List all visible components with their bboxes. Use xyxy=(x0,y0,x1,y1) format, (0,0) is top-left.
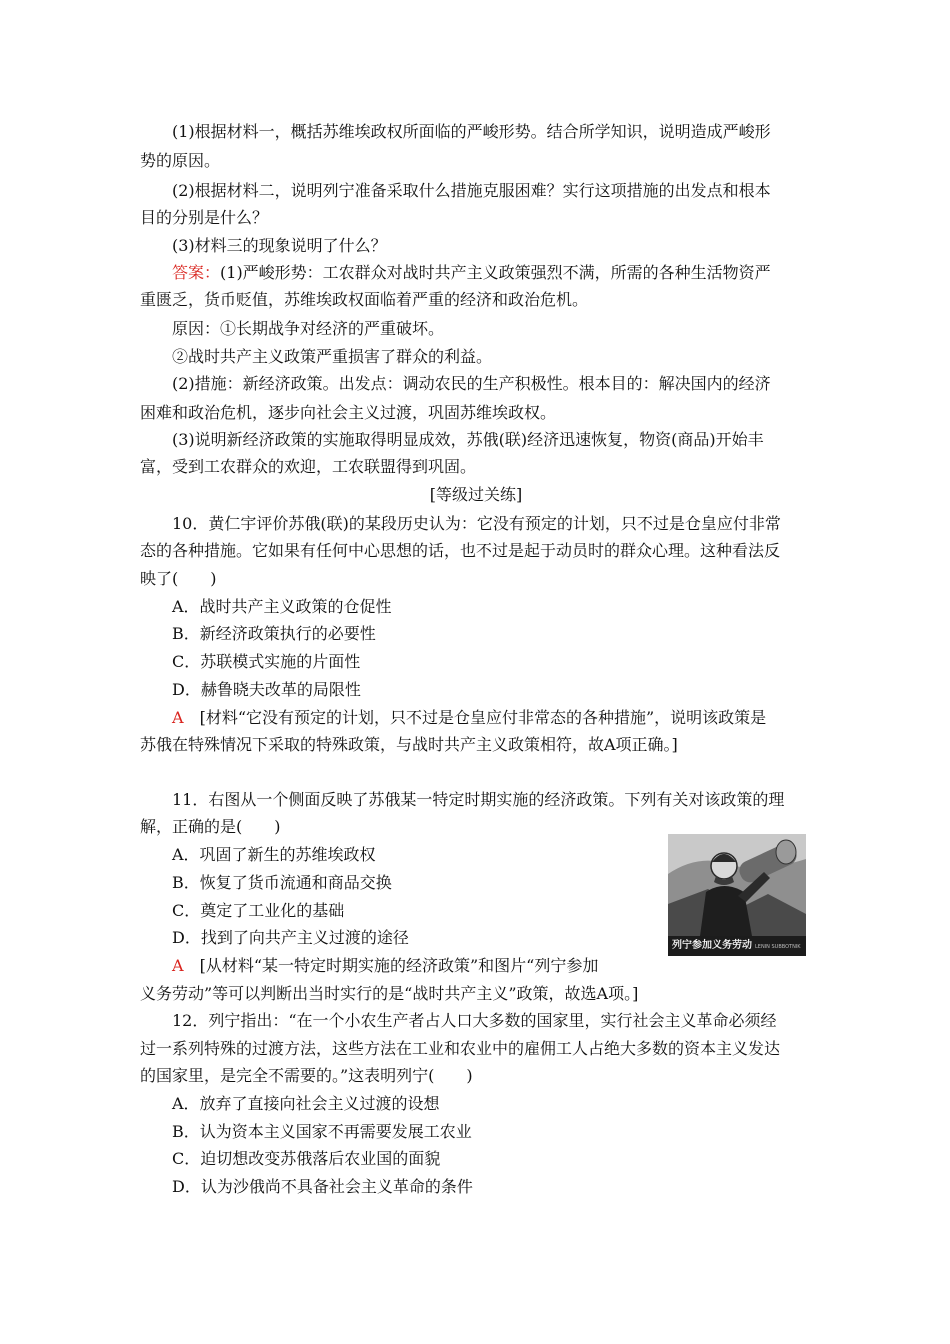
photo-caption-cn: 列宁参加义务劳动 xyxy=(672,940,752,951)
q10-explanation-cont: 苏俄在特殊情况下采取的特殊政策，与战时共产主义政策相符，故A项正确。] xyxy=(140,735,678,754)
photo-caption-en: LENIN SUBBOTNIK xyxy=(755,944,801,950)
question-1-text: (1)根据材料一，概括苏维埃政权所面临的严峻形势。结合所学知识，说明造成严峻形 xyxy=(172,122,771,141)
q12-option-c: C．迫切想改变苏俄落后农业国的面貌 xyxy=(172,1149,441,1168)
q10-explanation-text: [材料“它没有预定的计划，只不过是仓皇应付非常态的各种措施”，说明该政策是 xyxy=(199,708,767,727)
q11-stem-cont: 解，正确的是( ) xyxy=(140,817,281,836)
answer-1-text: (1)严峻形势：工农群众对战时共产主义政策强烈不满，所需的各种生活物资严 xyxy=(220,263,771,282)
answer-reason-2: ②战时共产主义政策严重损害了群众的利益。 xyxy=(172,347,493,366)
q10-answer-letter: A xyxy=(172,708,184,727)
q11-answer-letter: A xyxy=(172,956,184,975)
question-2-text-cont: 目的分别是什么？ xyxy=(140,208,269,227)
q11-explanation-cont: 义务劳动”等可以判断出当时实行的是“战时共产主义”政策，故选A项。] xyxy=(140,984,639,1003)
q11-option-d: D．找到了向共产主义过渡的途径 xyxy=(172,928,409,947)
q11-option-c: C．奠定了工业化的基础 xyxy=(172,901,345,920)
q10-option-b: B．新经济政策执行的必要性 xyxy=(172,624,376,643)
q10-stem-cont: 态的各种措施。它如果有任何中心思想的话，也不过是起于动员时的群众心理。这种看法反 xyxy=(140,541,781,560)
q12-option-b: B．认为资本主义国家不再需要发展工农业 xyxy=(172,1122,472,1141)
q11-option-a: A．巩固了新生的苏维埃政权 xyxy=(172,845,376,864)
answer-1 xyxy=(172,263,812,283)
q10-explanation xyxy=(172,708,812,728)
q11-explanation-text: [从材料“某一特定时期实施的经济政策”和图片“列宁参加 xyxy=(199,956,599,975)
photo-scene-icon xyxy=(668,834,806,936)
photo-caption xyxy=(668,936,806,956)
answer-3-cont: 富，受到工农群众的欢迎，工农联盟得到巩固。 xyxy=(140,457,477,476)
answer-1-cont: 重匮乏，货币贬值，苏维埃政权面临着严重的经济和政治危机。 xyxy=(140,290,589,309)
lenin-labor-photo xyxy=(668,834,806,956)
q12-stem-cont: 过一系列特殊的过渡方法，这些方法在工业和农业中的雇佣工人占绝大多数的资本主义发达 xyxy=(140,1039,781,1058)
question-1-text-cont: 势的原因。 xyxy=(140,151,221,170)
q12-stem: 12．列宁指出：“在一个小农生产者占人口大多数的国家里，实行社会主义革命必须经 xyxy=(172,1011,777,1030)
answer-2: (2)措施：新经济政策。出发点：调动农民的生产积极性。根本目的：解决国内的经济 xyxy=(172,374,771,393)
answer-3: (3)说明新经济政策的实施取得明显成效，苏俄(联)经济迅速恢复，物资(商品)开始丰 xyxy=(172,430,764,449)
q12-option-a: A．放弃了直接向社会主义过渡的设想 xyxy=(172,1094,440,1113)
q12-stem-end: 的国家里，是完全不需要的。”这表明列宁( ) xyxy=(140,1066,473,1085)
q10-option-a: A．战时共产主义政策的仓促性 xyxy=(172,597,392,616)
q10-option-d: D．赫鲁晓夫改革的局限性 xyxy=(172,680,361,699)
q11-option-b: B．恢复了货币流通和商品交换 xyxy=(172,873,392,892)
question-3-text: (3)材料三的现象说明了什么？ xyxy=(172,236,387,255)
answer-2-cont: 困难和政治危机，逐步向社会主义过渡，巩固苏维埃政权。 xyxy=(140,403,557,422)
section-title: [等级过关练] xyxy=(429,485,523,504)
q11-explanation xyxy=(172,956,812,976)
q12-option-d: D．认为沙俄尚不具备社会主义革命的条件 xyxy=(172,1177,473,1196)
question-2-text: (2)根据材料二，说明列宁准备采取什么措施克服困难？实行这项措施的出发点和根本 xyxy=(172,181,771,200)
q10-stem-end: 映了( ) xyxy=(140,569,217,588)
q11-stem: 11．右图从一个侧面反映了苏俄某一特定时期实施的经济政策。下列有关对该政策的理 xyxy=(172,790,785,809)
answer-label: 答案： xyxy=(172,263,221,282)
q10-option-c: C．苏联模式实施的片面性 xyxy=(172,652,361,671)
answer-reason-1: 原因：①长期战争对经济的严重破坏。 xyxy=(172,319,445,338)
q10-stem: 10．黄仁宇评价苏俄(联)的某段历史认为：它没有预定的计划，只不过是仓皇应付非常 xyxy=(172,514,781,533)
